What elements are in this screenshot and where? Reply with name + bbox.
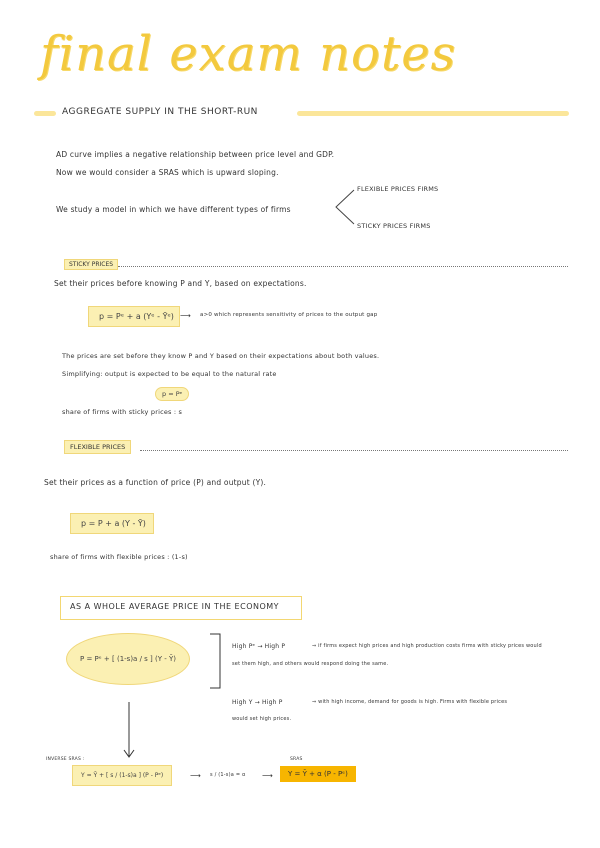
arrow: ⟶	[180, 311, 191, 320]
text-line: We study a model in which we have different types of firms	[56, 205, 291, 214]
sticky-label: STICKY PRICES	[64, 259, 118, 270]
note-line: High Pᵉ → High P	[232, 643, 286, 650]
sticky-formula-simple: p = Pᵉ	[155, 387, 189, 401]
text-line: share of firms with flexible prices : (1-s)	[50, 553, 188, 561]
text-line: Now we would consider a SRAS which is upward sloping.	[56, 168, 279, 177]
down-arrow-icon	[122, 700, 136, 760]
formula-note: a>0 which represents sensitivity of prices to the output gap	[200, 312, 378, 318]
sticky-formula: p = Pᵉ + a (Yᵉ - Ȳᵉ)	[88, 306, 180, 327]
divider	[140, 450, 568, 451]
heading-line-right	[297, 111, 569, 116]
note-line: would set high prices.	[232, 716, 292, 722]
text-line: The prices are set before they know P and Y based on their expectations about both values.	[62, 352, 380, 360]
heading-line-left	[34, 111, 56, 116]
note-line: ⇒ if firms expect high prices and high production costs firms with sticky prices would	[312, 643, 542, 649]
sras-formula: Y = Ȳ + [ s / (1-s)a ] (P - Pᵉ)	[72, 765, 172, 786]
flexible-label: FLEXIBLE PRICES	[64, 440, 131, 454]
final-label: SRAS	[290, 757, 303, 762]
branch-label: STICKY PRICES FIRMS	[357, 222, 431, 230]
text-line: Set their prices before knowing P and Y, based on expectations.	[54, 279, 307, 288]
final-formula: Y = Ȳ + α (P - Pᵉ)	[280, 766, 356, 782]
arrow: ⟶	[262, 771, 273, 780]
text-line: share of firms with sticky prices : s	[62, 408, 183, 416]
flexible-formula: p = P + a (Y - Ȳ)	[70, 513, 154, 534]
note-line: High Y → High P	[232, 699, 283, 706]
note-line: set them high, and others would respond doing the same.	[232, 661, 389, 667]
bracket	[208, 632, 222, 690]
page-title: final exam notes	[40, 26, 457, 82]
text-line: AD curve implies a negative relationship between price level and GDP.	[56, 150, 335, 159]
branch-brace	[332, 186, 356, 228]
branch-label: FLEXIBLE PRICES FIRMS	[357, 185, 439, 193]
sras-label: INVERSE SRAS :	[46, 757, 85, 762]
arrow: ⟶	[190, 771, 201, 780]
divider	[118, 266, 568, 267]
whole-formula: P = Pᵉ + [ (1-s)a / s ] (Y - Ȳ)	[66, 633, 190, 685]
text-line: Simplifying: output is expected to be equal to the natural rate	[62, 370, 277, 378]
alpha-expr: s / (1-s)a = α	[210, 772, 246, 778]
whole-heading: AS A WHOLE AVERAGE PRICE IN THE ECONOMY	[70, 602, 280, 611]
text-line: Set their prices as a function of price (P) and output (Y).	[44, 478, 267, 487]
section-heading: AGGREGATE SUPPLY IN THE SHORT-RUN	[62, 107, 258, 117]
note-line: ⇒ with high income, demand for goods is high. Firms with flexible prices	[312, 699, 508, 705]
